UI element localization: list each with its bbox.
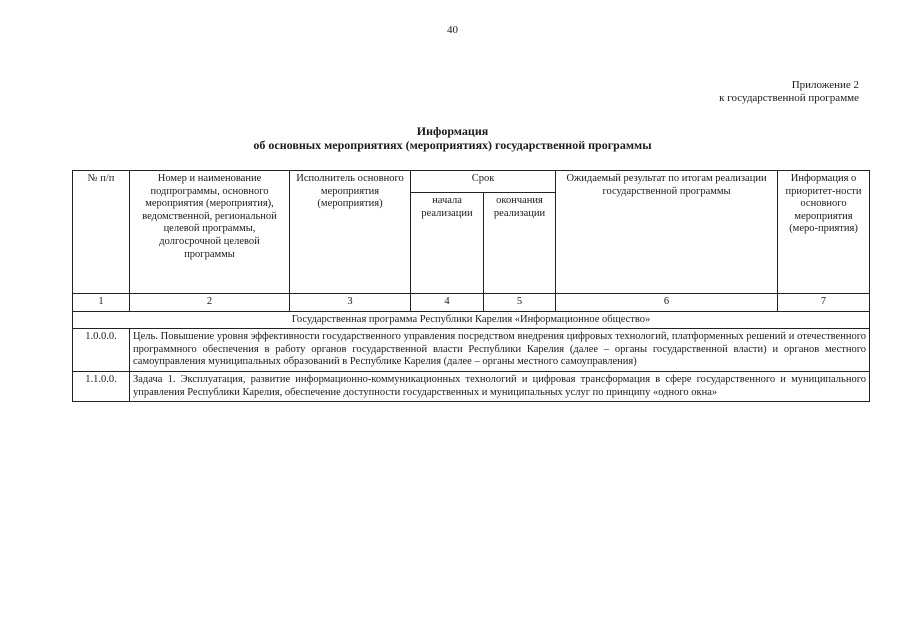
document-title-line-1: Информация xyxy=(416,124,489,138)
row-description: Задача 1. Эксплуатация, развитие информационно-коммуникационных технологий и цифровая трансформация в сфере государственного и муниципального управления Республики Карелия, обеспечение доступности государственных и муниципальных услуг по принципу «одного окна» xyxy=(130,371,870,401)
column-number: 4 xyxy=(411,294,484,312)
row-description: Цель. Повышение уровня эффективности государственного управления посредством внедрения цифровых технологий, платформенных решений и отечественного программного обеспечения в работу органов государственной власти Республики Карелия (далее – органы государственной власти) и органов местного самоуправления муниципальных образований в Республике Карелия (далее – органы местного самоуправления) xyxy=(130,329,870,372)
document-title-line-2: об основных мероприятиях (мероприятиях) государственной программы xyxy=(253,138,652,152)
page-number: 40 xyxy=(447,24,458,36)
appendix-line-2: к государственной программе xyxy=(719,92,859,104)
row-code: 1.0.0.0. xyxy=(73,329,130,372)
header-number: № п/п xyxy=(73,171,130,294)
header-period-start: начала реализации xyxy=(411,193,484,294)
table-row xyxy=(73,329,870,372)
table-header-row xyxy=(73,171,870,193)
column-number: 3 xyxy=(290,294,411,312)
column-number: 5 xyxy=(484,294,556,312)
row-code: 1.1.0.0. xyxy=(73,371,130,401)
measures-table xyxy=(72,170,870,402)
appendix-line-1: Приложение 2 xyxy=(791,79,859,91)
column-number: 6 xyxy=(556,294,778,312)
column-number: 1 xyxy=(73,294,130,312)
column-number: 2 xyxy=(130,294,290,312)
document-title xyxy=(0,124,905,152)
header-name: Номер и наименование подпрограммы, основного мероприятия (мероприятия), ведомственной, региональной целевой программы, долгосрочной целевой программы xyxy=(130,171,290,294)
appendix-note xyxy=(719,79,859,105)
column-number: 7 xyxy=(778,294,870,312)
header-period-end: окончания реализации xyxy=(484,193,556,294)
header-period: Срок xyxy=(411,171,556,193)
header-expected-result: Ожидаемый результат по итогам реализации государственной программы xyxy=(556,171,778,294)
section-row xyxy=(73,311,870,329)
table-row xyxy=(73,371,870,401)
column-number-row xyxy=(73,294,870,312)
section-title: Государственная программа Республики Карелия «Информационное общество» xyxy=(73,311,870,329)
header-executor: Исполнитель основного мероприятия (мероприятия) xyxy=(290,171,411,294)
header-priority-info: Информация о приоритет-ности основного мероприятия (меро-приятия) xyxy=(778,171,870,294)
